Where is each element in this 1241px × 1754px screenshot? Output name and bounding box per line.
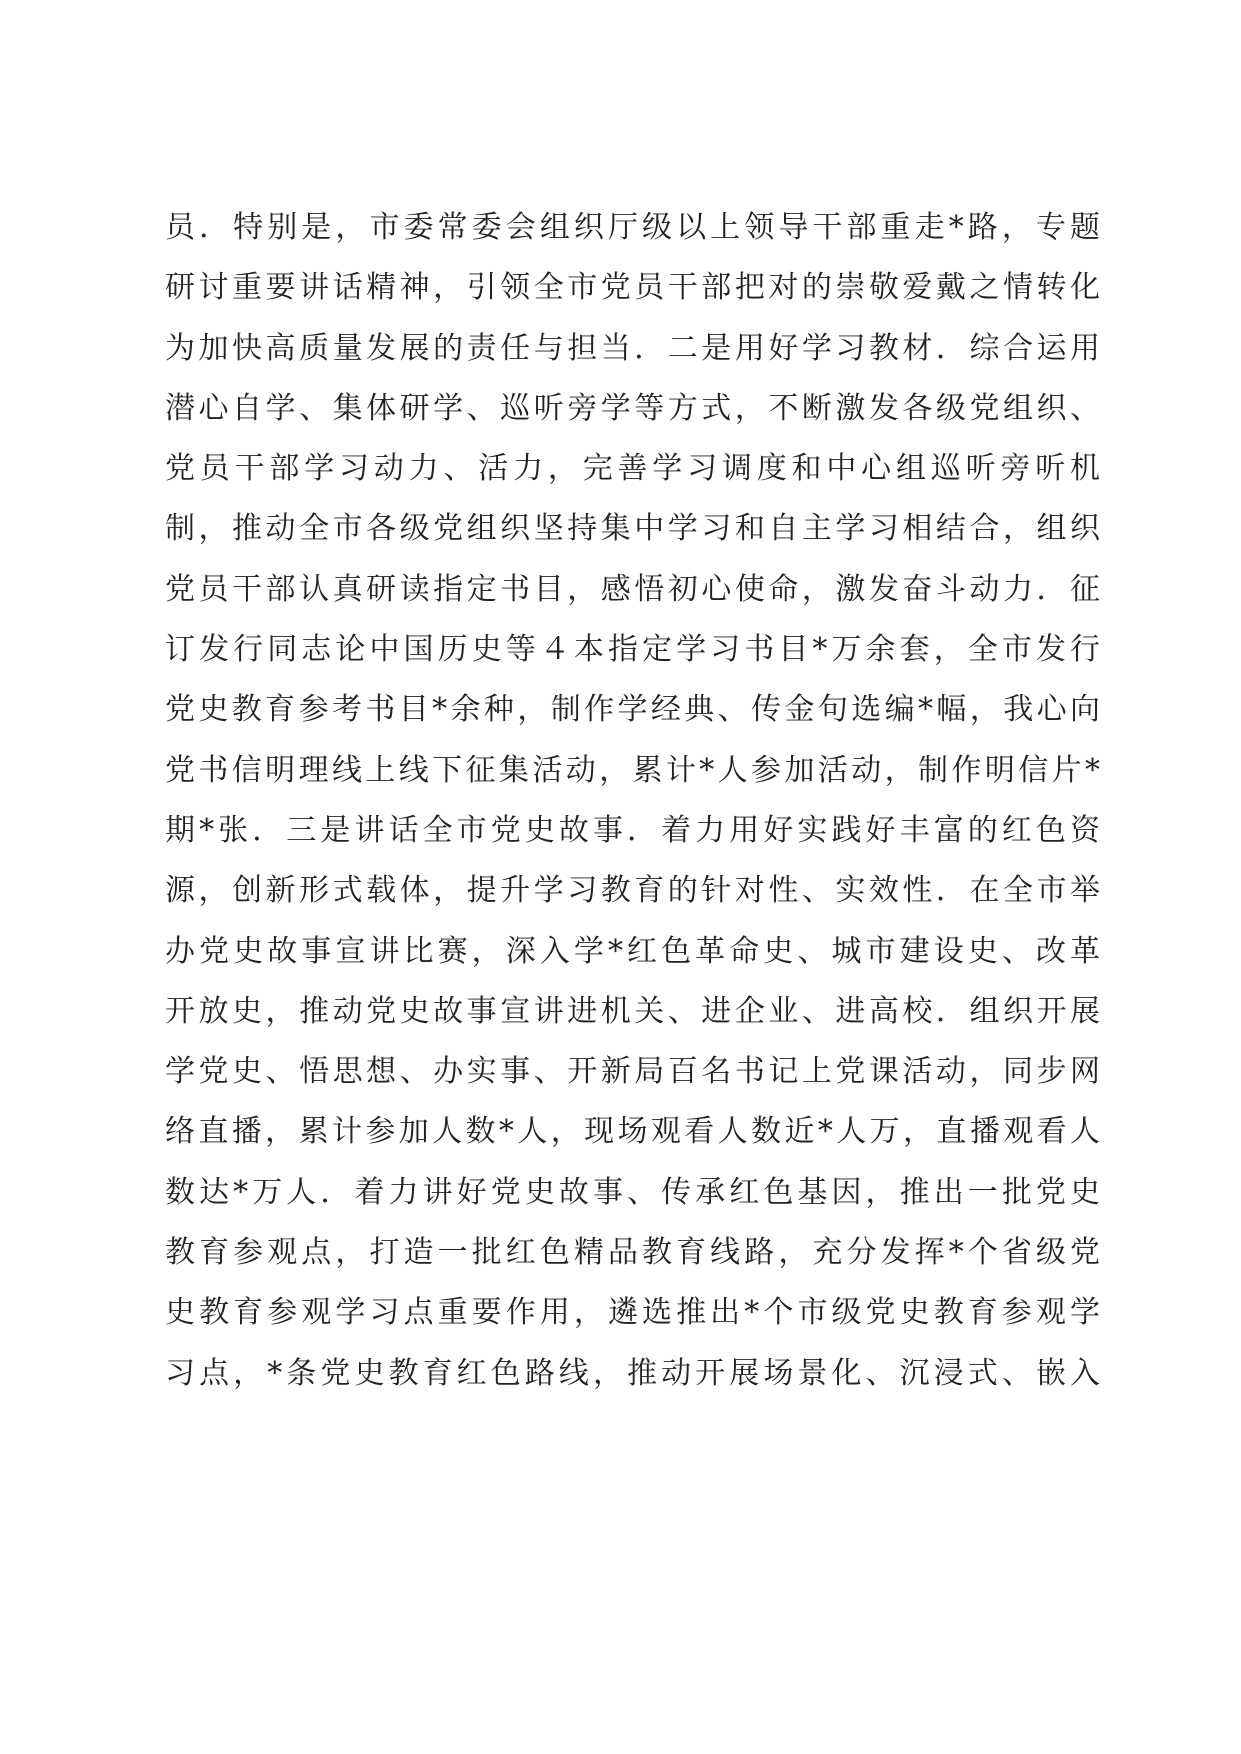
body-text — [165, 198, 1100, 1404]
text-line: 党书信明理线上线下征集活动，累计*人参加活动，制作明信片* — [165, 752, 1100, 788]
text-line: 开放史，推动党史故事宣讲进机关、进企业、进高校．组织开展 — [165, 993, 1100, 1029]
text-line: 源，创新形式载体，提升学习教育的针对性、实效性．在全市举 — [165, 873, 1100, 909]
text-line: 办党史故事宣讲比赛，深入学*红色革命史、城市建设史、改革 — [165, 933, 1100, 969]
text-line: 习点，*条党史教育红色路线，推动开展场景化、沉浸式、嵌入 — [165, 1355, 1100, 1391]
text-line: 学党史、悟思想、办实事、开新局百名书记上党课活动，同步网 — [165, 1054, 1100, 1090]
text-line: 订发行同志论中国历史等４本指定学习书目*万余套，全市发行 — [165, 632, 1100, 668]
text-line: 制，推动全市各级党组织坚持集中学习和自主学习相结合，组织 — [165, 511, 1100, 547]
text-line: 党员干部学习动力、活力，完善学习调度和中心组巡听旁听机 — [165, 451, 1100, 487]
text-line: 为加快高质量发展的责任与担当．二是用好学习教材．综合运用 — [165, 330, 1100, 366]
text-line: 研讨重要讲话精神，引领全市党员干部把对的崇敬爱戴之情转化 — [165, 270, 1100, 306]
text-line: 潜心自学、集体研学、巡听旁学等方式，不断激发各级党组织、 — [165, 390, 1100, 426]
text-line: 期*张．三是讲话全市党史故事．着力用好实践好丰富的红色资 — [165, 812, 1100, 848]
text-line: 员．特别是，市委常委会组织厅级以上领导干部重走*路，专题 — [165, 210, 1100, 245]
text-line: 数达*万人．着力讲好党史故事、传承红色基因，推出一批党史 — [165, 1174, 1100, 1210]
text-line: 史教育参观学习点重要作用，遴选推出*个市级党史教育参观学 — [165, 1295, 1100, 1331]
text-line: 教育参观点，打造一批红色精品教育线路，充分发挥*个省级党 — [165, 1235, 1100, 1271]
text-line: 络直播，累计参加人数*人，现场观看人数近*人万，直播观看人 — [165, 1114, 1100, 1150]
text-line: 党史教育参考书目*余种，制作学经典、传金句选编*幅，我心向 — [165, 692, 1100, 728]
text-line: 党员干部认真研读指定书目，感悟初心使命，激发奋斗动力．征 — [165, 571, 1100, 607]
